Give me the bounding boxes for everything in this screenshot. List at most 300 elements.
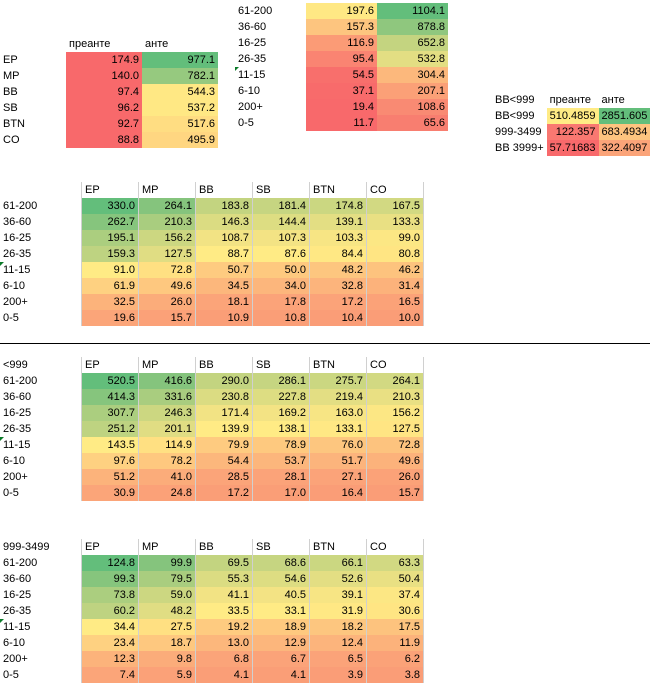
table-row[interactable] (0, 437, 424, 453)
cell-value: 520.5 (82, 373, 139, 389)
table-positions[interactable] (0, 36, 218, 148)
cell-value: 19.6 (82, 310, 139, 326)
row-label: BB<999 (495, 110, 535, 122)
table-row[interactable] (0, 485, 424, 501)
cell-value: 174.8 (310, 198, 367, 214)
cell-value: 17.2 (196, 485, 253, 501)
cell-value: 103.3 (310, 230, 367, 246)
header-ep: EP (82, 539, 139, 555)
table-row[interactable] (0, 230, 424, 246)
cell-value: 286.1 (253, 373, 310, 389)
cell-value: 59.0 (139, 587, 196, 603)
row-label: 16-25 (0, 405, 82, 421)
cell-value: 18.7 (139, 635, 196, 651)
cell-value: 537.2 (142, 100, 218, 116)
cell-value: 33.1 (253, 603, 310, 619)
cell-value: 782.1 (142, 68, 218, 84)
row-label: 0-5 (0, 485, 82, 501)
cell-value: 977.1 (142, 52, 218, 68)
cell-value: 80.8 (367, 246, 424, 262)
table-matrix-all[interactable] (0, 182, 424, 326)
cell-value: 37.1 (306, 83, 377, 99)
cell-value: 72.8 (139, 262, 196, 278)
table-row[interactable] (0, 603, 424, 619)
row-label: 26-35 (0, 421, 82, 437)
cell-value: 6.5 (310, 651, 367, 667)
cell-value: 16.4 (310, 485, 367, 501)
table-row[interactable] (235, 67, 448, 83)
cell-value: 2851.605 (599, 108, 650, 124)
cell-value: 330.0 (82, 198, 139, 214)
table-row[interactable] (0, 214, 424, 230)
cell-value: 12.9 (253, 635, 310, 651)
row-label: 61-200 (0, 373, 82, 389)
header-sb: SB (253, 182, 310, 198)
cell-value: 54.6 (253, 571, 310, 587)
cell-value: 9.8 (139, 651, 196, 667)
header-btn: BTN (310, 357, 367, 373)
table-row[interactable] (492, 124, 650, 140)
table-row[interactable] (0, 68, 218, 84)
cell-value: 95.4 (306, 51, 377, 67)
row-label: 26-35 (0, 246, 82, 262)
cell-value: 11.7 (306, 115, 377, 131)
cell-value: 19.2 (196, 619, 253, 635)
table-row[interactable] (0, 405, 424, 421)
cell-value: 140.0 (66, 68, 142, 84)
cell-value: 46.2 (367, 262, 424, 278)
cell-value: 210.3 (367, 389, 424, 405)
cell-value: 39.1 (310, 587, 367, 603)
cell-value: 544.3 (142, 84, 218, 100)
row-label: 36-60 (238, 21, 267, 33)
row-label: BB 3999+ (495, 142, 544, 154)
cell-value: 10.8 (253, 310, 310, 326)
cell-value: 28.1 (253, 469, 310, 485)
cell-value: 114.9 (139, 437, 196, 453)
cell-value: 139.1 (310, 214, 367, 230)
row-label: 26-35 (0, 603, 82, 619)
cell-value: 99.9 (139, 555, 196, 571)
cell-value: 15.7 (367, 485, 424, 501)
row-label: BB (3, 86, 18, 98)
block-positions-preante-ante[interactable] (0, 36, 218, 148)
table-row[interactable] (0, 52, 218, 68)
table-row[interactable] (235, 51, 448, 67)
cell-value: 87.6 (253, 246, 310, 262)
cell-value: 3.9 (310, 667, 367, 683)
cell-value: 146.3 (196, 214, 253, 230)
cell-value: 91.0 (82, 262, 139, 278)
cell-value: 264.1 (367, 373, 424, 389)
row-label: EP (3, 54, 18, 66)
cell-value: 60.2 (82, 603, 139, 619)
table-row[interactable] (235, 3, 448, 19)
cell-value: 79.5 (139, 571, 196, 587)
header-ep: EP (82, 357, 139, 373)
cell-value: 57.71683 (547, 140, 599, 156)
table-row[interactable] (492, 140, 650, 156)
row-label: BTN (3, 118, 25, 130)
cell-value: 50.4 (367, 571, 424, 587)
cell-value: 227.8 (253, 389, 310, 405)
table-matrix-under999[interactable] (0, 357, 424, 501)
header-bb: BB (196, 182, 253, 198)
cell-value: 219.4 (310, 389, 367, 405)
row-label: 36-60 (0, 571, 82, 587)
cell-value: 37.4 (367, 587, 424, 603)
table-header-row (492, 92, 650, 108)
table-row[interactable] (0, 262, 424, 278)
cell-value: 124.8 (82, 555, 139, 571)
cell-value: 65.6 (377, 115, 448, 131)
table-row[interactable] (0, 198, 424, 214)
row-label: 61-200 (238, 5, 273, 17)
row-label: 36-60 (0, 214, 82, 230)
cell-value: 17.8 (253, 294, 310, 310)
cell-value: 11.9 (367, 635, 424, 651)
cell-value: 6.2 (367, 651, 424, 667)
cell-value: 48.2 (310, 262, 367, 278)
cell-value: 3.8 (367, 667, 424, 683)
cell-value: 26.0 (367, 469, 424, 485)
header-mp: MP (139, 357, 196, 373)
row-label: MP (3, 70, 20, 82)
cell-value: 30.6 (367, 603, 424, 619)
cell-value: 156.2 (139, 230, 196, 246)
cell-value: 48.2 (139, 603, 196, 619)
row-label: 0-5 (0, 667, 82, 683)
row-label: 200+ (0, 294, 82, 310)
cell-value: 143.5 (82, 437, 139, 453)
section-divider (0, 343, 650, 344)
cell-value: 50.7 (196, 262, 253, 278)
cell-value: 12.3 (82, 651, 139, 667)
cell-value: 17.2 (310, 294, 367, 310)
block-bb-buckets[interactable] (492, 92, 650, 156)
cell-value: 97.6 (82, 453, 139, 469)
cell-value: 34.5 (196, 278, 253, 294)
cell-value: 275.7 (310, 373, 367, 389)
cell-value: 50.0 (253, 262, 310, 278)
table-header-row (0, 182, 424, 198)
cell-value: 66.1 (310, 555, 367, 571)
cell-value: 652.8 (377, 35, 448, 51)
table-row[interactable] (0, 667, 424, 683)
cell-value: 127.5 (139, 246, 196, 262)
cell-value: 144.4 (253, 214, 310, 230)
row-label: 200+ (0, 469, 82, 485)
cell-value: 201.1 (139, 421, 196, 437)
row-label: 16-25 (0, 587, 82, 603)
cell-value: 61.9 (82, 278, 139, 294)
row-label: 11-15 (235, 67, 306, 83)
header-bb: BB (196, 539, 253, 555)
cell-value: 78.2 (139, 453, 196, 469)
header-bb999: BB<999 (495, 94, 535, 106)
block-matrix-all[interactable] (0, 182, 424, 326)
row-label: 11-15 (0, 262, 82, 278)
cell-value: 33.5 (196, 603, 253, 619)
cell-value: 54.4 (196, 453, 253, 469)
header-btn: BTN (310, 539, 367, 555)
table-row[interactable] (0, 100, 218, 116)
table-row[interactable] (235, 35, 448, 51)
cell-value: 174.9 (66, 52, 142, 68)
header-corner: 999-3499 (0, 539, 82, 555)
cell-value: 322.4097 (599, 140, 650, 156)
cell-value: 18.2 (310, 619, 367, 635)
cell-value: 108.6 (377, 99, 448, 115)
cell-value: 163.0 (310, 405, 367, 421)
cell-value: 1104.1 (377, 3, 448, 19)
cell-value: 7.4 (82, 667, 139, 683)
table-row[interactable] (235, 19, 448, 35)
cell-value: 17.5 (367, 619, 424, 635)
cell-value: 133.1 (310, 421, 367, 437)
header-ante: анте (601, 94, 625, 106)
cell-value: 13.0 (196, 635, 253, 651)
cell-value: 54.5 (306, 67, 377, 83)
table-row[interactable] (0, 116, 218, 132)
cell-value: 4.1 (253, 667, 310, 683)
table-row[interactable] (0, 246, 424, 262)
cell-value: 69.5 (196, 555, 253, 571)
cell-value: 76.0 (310, 437, 367, 453)
cell-value: 27.5 (139, 619, 196, 635)
cell-value: 79.9 (196, 437, 253, 453)
cell-value: 88.7 (196, 246, 253, 262)
row-label: 0-5 (0, 310, 82, 326)
cell-value: 210.3 (139, 214, 196, 230)
row-label: 16-25 (238, 37, 267, 49)
cell-value: 495.9 (142, 132, 218, 148)
cell-value: 17.0 (253, 485, 310, 501)
header-corner (0, 36, 66, 52)
row-label: 6-10 (0, 278, 82, 294)
cell-value: 5.9 (139, 667, 196, 683)
cell-value: 72.8 (367, 437, 424, 453)
table-row[interactable] (235, 83, 448, 99)
table-row[interactable] (0, 619, 424, 635)
cell-value: 167.5 (367, 198, 424, 214)
cell-value: 15.7 (139, 310, 196, 326)
block-matrix-under999[interactable] (0, 357, 424, 501)
table-row[interactable] (0, 571, 424, 587)
cell-value: 78.9 (253, 437, 310, 453)
cell-value: 510.4859 (547, 108, 599, 124)
header-co: CO (367, 539, 424, 555)
cell-value: 264.1 (139, 198, 196, 214)
cell-value: 10.0 (367, 310, 424, 326)
cell-value: 96.2 (66, 100, 142, 116)
cell-value: 197.6 (306, 3, 377, 19)
cell-value: 32.5 (82, 294, 139, 310)
cell-value: 10.4 (310, 310, 367, 326)
cell-value: 517.6 (142, 116, 218, 132)
table-bb-buckets[interactable] (492, 92, 650, 156)
table-row[interactable] (0, 132, 218, 148)
cell-value: 171.4 (196, 405, 253, 421)
cell-value: 683.4934 (599, 124, 650, 140)
table-stacksizes[interactable] (235, 3, 448, 131)
row-label: 26-35 (238, 53, 267, 65)
cell-value: 27.1 (310, 469, 367, 485)
cell-value: 26.0 (139, 294, 196, 310)
cell-value: 41.0 (139, 469, 196, 485)
cell-value: 416.6 (139, 373, 196, 389)
header-bb: BB (196, 357, 253, 373)
cell-value: 24.8 (139, 485, 196, 501)
table-row[interactable] (0, 389, 424, 405)
table-row[interactable] (0, 294, 424, 310)
table-row[interactable] (0, 469, 424, 485)
header-mp: MP (139, 539, 196, 555)
cell-value: 307.7 (82, 405, 139, 421)
cell-value: 4.1 (196, 667, 253, 683)
cell-value: 207.1 (377, 83, 448, 99)
header-co: CO (367, 357, 424, 373)
cell-value: 18.1 (196, 294, 253, 310)
header-co: CO (367, 182, 424, 198)
table-row[interactable] (235, 99, 448, 115)
table-row[interactable] (0, 310, 424, 326)
cell-value: 878.8 (377, 19, 448, 35)
cell-value: 28.5 (196, 469, 253, 485)
cell-value: 49.6 (139, 278, 196, 294)
table-row[interactable] (0, 555, 424, 571)
table-row[interactable] (492, 108, 650, 124)
header-corner (0, 182, 82, 198)
table-header-row (0, 357, 424, 373)
header-corner: <999 (0, 357, 82, 373)
table-row[interactable] (0, 587, 424, 603)
row-label: 16-25 (0, 230, 82, 246)
cell-value: 251.2 (82, 421, 139, 437)
cell-value: 92.7 (66, 116, 142, 132)
row-label: 61-200 (0, 555, 82, 571)
cell-value: 156.2 (367, 405, 424, 421)
cell-value: 532.8 (377, 51, 448, 67)
table-row[interactable] (235, 115, 448, 131)
table-row[interactable] (0, 84, 218, 100)
cell-value: 127.5 (367, 421, 424, 437)
cell-value: 230.8 (196, 389, 253, 405)
cell-value: 73.8 (82, 587, 139, 603)
row-label: SB (3, 102, 18, 114)
row-label: 6-10 (238, 85, 261, 97)
table-row[interactable] (0, 453, 424, 469)
cell-value: 414.3 (82, 389, 139, 405)
header-preante: преанте (549, 94, 592, 106)
row-label: 11-15 (0, 619, 82, 635)
row-label: 36-60 (0, 389, 82, 405)
cell-value: 51.7 (310, 453, 367, 469)
cell-value: 290.0 (196, 373, 253, 389)
cell-value: 84.4 (310, 246, 367, 262)
cell-value: 195.1 (82, 230, 139, 246)
table-row[interactable] (0, 373, 424, 389)
cell-value: 6.8 (196, 651, 253, 667)
cell-value: 122.357 (547, 124, 599, 140)
cell-value: 30.9 (82, 485, 139, 501)
row-label: 61-200 (0, 198, 82, 214)
cell-value: 31.9 (310, 603, 367, 619)
row-label: 6-10 (0, 453, 82, 469)
row-label: 11-15 (0, 437, 82, 453)
cell-value: 12.4 (310, 635, 367, 651)
table-matrix-999-3499[interactable] (0, 539, 424, 683)
table-row[interactable] (0, 635, 424, 651)
cell-value: 34.0 (253, 278, 310, 294)
header-btn: BTN (310, 182, 367, 198)
row-label: 6-10 (0, 635, 82, 651)
header-ante: анте (145, 38, 169, 50)
cell-value: 169.2 (253, 405, 310, 421)
cell-value: 49.6 (367, 453, 424, 469)
cell-value: 41.1 (196, 587, 253, 603)
cell-value: 183.8 (196, 198, 253, 214)
cell-value: 16.5 (367, 294, 424, 310)
cell-value: 23.4 (82, 635, 139, 651)
cell-value: 63.3 (367, 555, 424, 571)
cell-value: 246.3 (139, 405, 196, 421)
cell-value: 262.7 (82, 214, 139, 230)
row-label: CO (3, 134, 20, 146)
row-label: 0-5 (238, 117, 254, 129)
cell-value: 99.0 (367, 230, 424, 246)
cell-value: 157.3 (306, 19, 377, 35)
cell-value: 133.3 (367, 214, 424, 230)
cell-value: 34.4 (82, 619, 139, 635)
cell-value: 138.1 (253, 421, 310, 437)
cell-value: 304.4 (377, 67, 448, 83)
cell-value: 31.4 (367, 278, 424, 294)
header-mp: MP (139, 182, 196, 198)
cell-value: 68.6 (253, 555, 310, 571)
block-stacksizes-preante-ante[interactable] (235, 3, 448, 131)
row-label: 999-3499 (495, 126, 542, 138)
cell-value: 107.3 (253, 230, 310, 246)
table-row[interactable] (0, 651, 424, 667)
cell-value: 18.9 (253, 619, 310, 635)
cell-value: 19.4 (306, 99, 377, 115)
row-label: 200+ (0, 651, 82, 667)
cell-value: 6.7 (253, 651, 310, 667)
row-label: 200+ (238, 101, 263, 113)
header-sb: SB (253, 357, 310, 373)
header-preante: преанте (69, 38, 111, 50)
cell-value: 55.3 (196, 571, 253, 587)
cell-value: 32.8 (310, 278, 367, 294)
table-header-row (0, 36, 218, 52)
cell-value: 108.7 (196, 230, 253, 246)
table-header-row (0, 539, 424, 555)
cell-value: 52.6 (310, 571, 367, 587)
table-row[interactable] (0, 421, 424, 437)
cell-value: 116.9 (306, 35, 377, 51)
cell-value: 88.8 (66, 132, 142, 148)
cell-value: 331.6 (139, 389, 196, 405)
table-row[interactable] (0, 278, 424, 294)
cell-value: 139.9 (196, 421, 253, 437)
cell-value: 51.2 (82, 469, 139, 485)
block-matrix-999-3499[interactable] (0, 539, 424, 683)
header-sb: SB (253, 539, 310, 555)
cell-value: 40.5 (253, 587, 310, 603)
cell-value: 159.3 (82, 246, 139, 262)
cell-value: 10.9 (196, 310, 253, 326)
